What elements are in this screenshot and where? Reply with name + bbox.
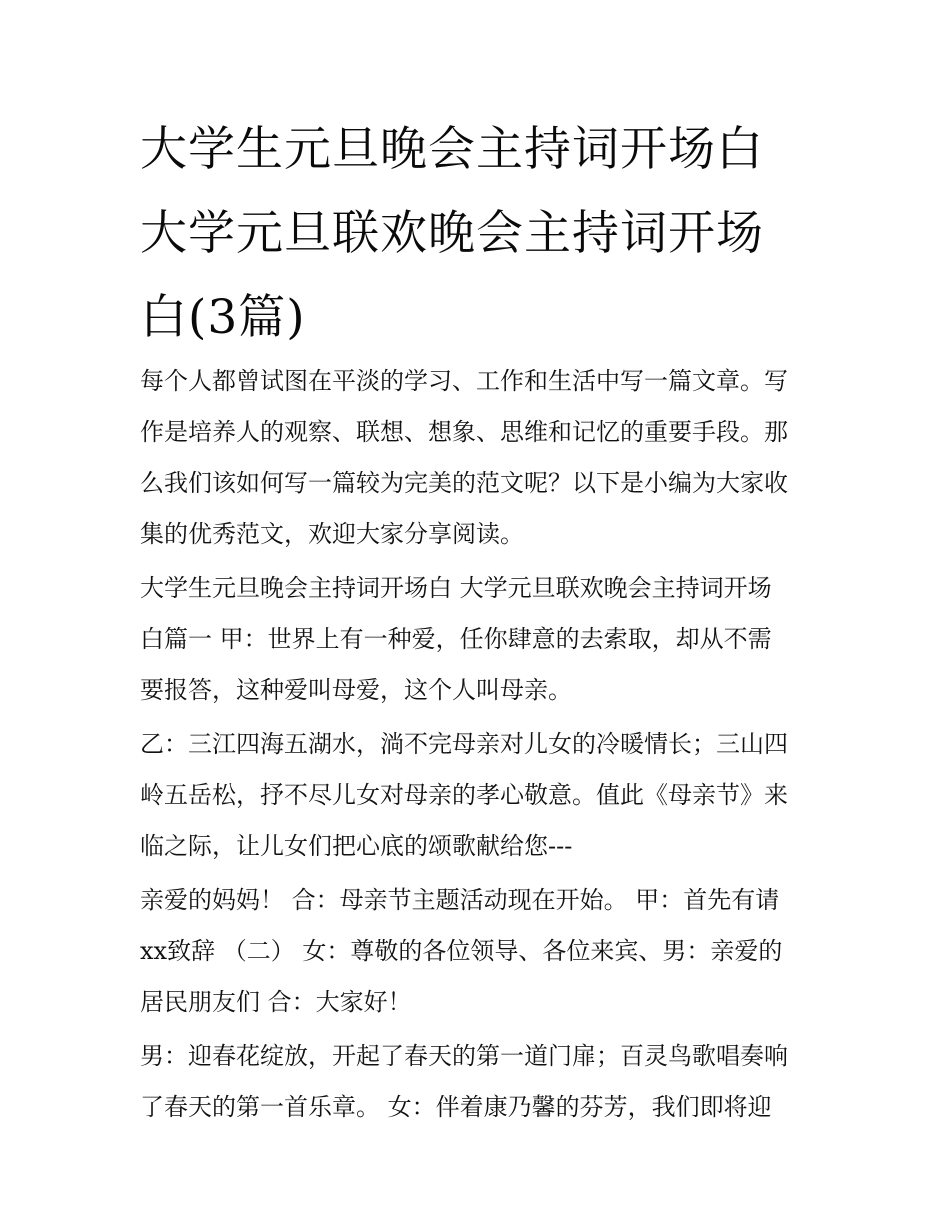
text-line: 男：迎春花绽放，开起了春天的第一道门扉；百灵鸟歌唱奏响	[140, 1042, 788, 1070]
document-body	[140, 356, 830, 1136]
text-line: 么我们该如何写一篇较为完美的范文呢？以下是小编为大家收	[140, 469, 788, 497]
paragraph-nan	[140, 1031, 830, 1133]
paragraph-he	[140, 875, 830, 1028]
text-line: 亲爱的妈妈！ 合：母亲节主题活动现在开始。 甲：首先有请	[140, 886, 780, 914]
title-line-1: 大学生元旦晚会主持词开场白	[140, 122, 764, 177]
paragraph-intro	[140, 356, 830, 560]
text-line: 每个人都曾试图在平淡的学习、工作和生活中写一篇文章。写	[140, 367, 788, 395]
text-line: 岭五岳松，抒不尽儿女对母亲的孝心敬意。值此《母亲节》来	[140, 781, 788, 809]
title-line-3: 白(3篇)	[140, 290, 306, 345]
title-line-2: 大学元旦联欢晚会主持词开场	[140, 206, 764, 261]
text-line: xx致辞 （二） 女：尊敬的各位领导、各位来宾、男：亲爱的	[140, 937, 783, 965]
text-line: 大学生元旦晚会主持词开场白 大学元旦联欢晚会主持词开场	[140, 574, 772, 602]
text-line: 了春天的第一首乐章。 女：伴着康乃馨的芬芳，我们即将迎	[140, 1093, 772, 1121]
text-line: 乙：三江四海五湖水，淌不完母亲对儿女的冷暖情长；三山四	[140, 730, 788, 758]
text-line: 居民朋友们 合：大家好！	[140, 988, 412, 1016]
text-line: 临之际，让儿女们把心底的颂歌献给您---	[140, 832, 573, 860]
paragraph-heading-jia	[140, 563, 830, 716]
paragraph-yi	[140, 719, 830, 872]
document-title	[140, 108, 820, 360]
text-line: 要报答，这种爱叫母爱，这个人叫母亲。	[140, 676, 572, 704]
text-line: 白篇一 甲：世界上有一种爱，任你肆意的去索取，却从不需	[140, 625, 772, 653]
text-line: 集的优秀范文，欢迎大家分享阅读。	[140, 520, 524, 548]
text-line: 作是培养人的观察、联想、想象、思维和记忆的重要手段。那	[140, 418, 788, 446]
